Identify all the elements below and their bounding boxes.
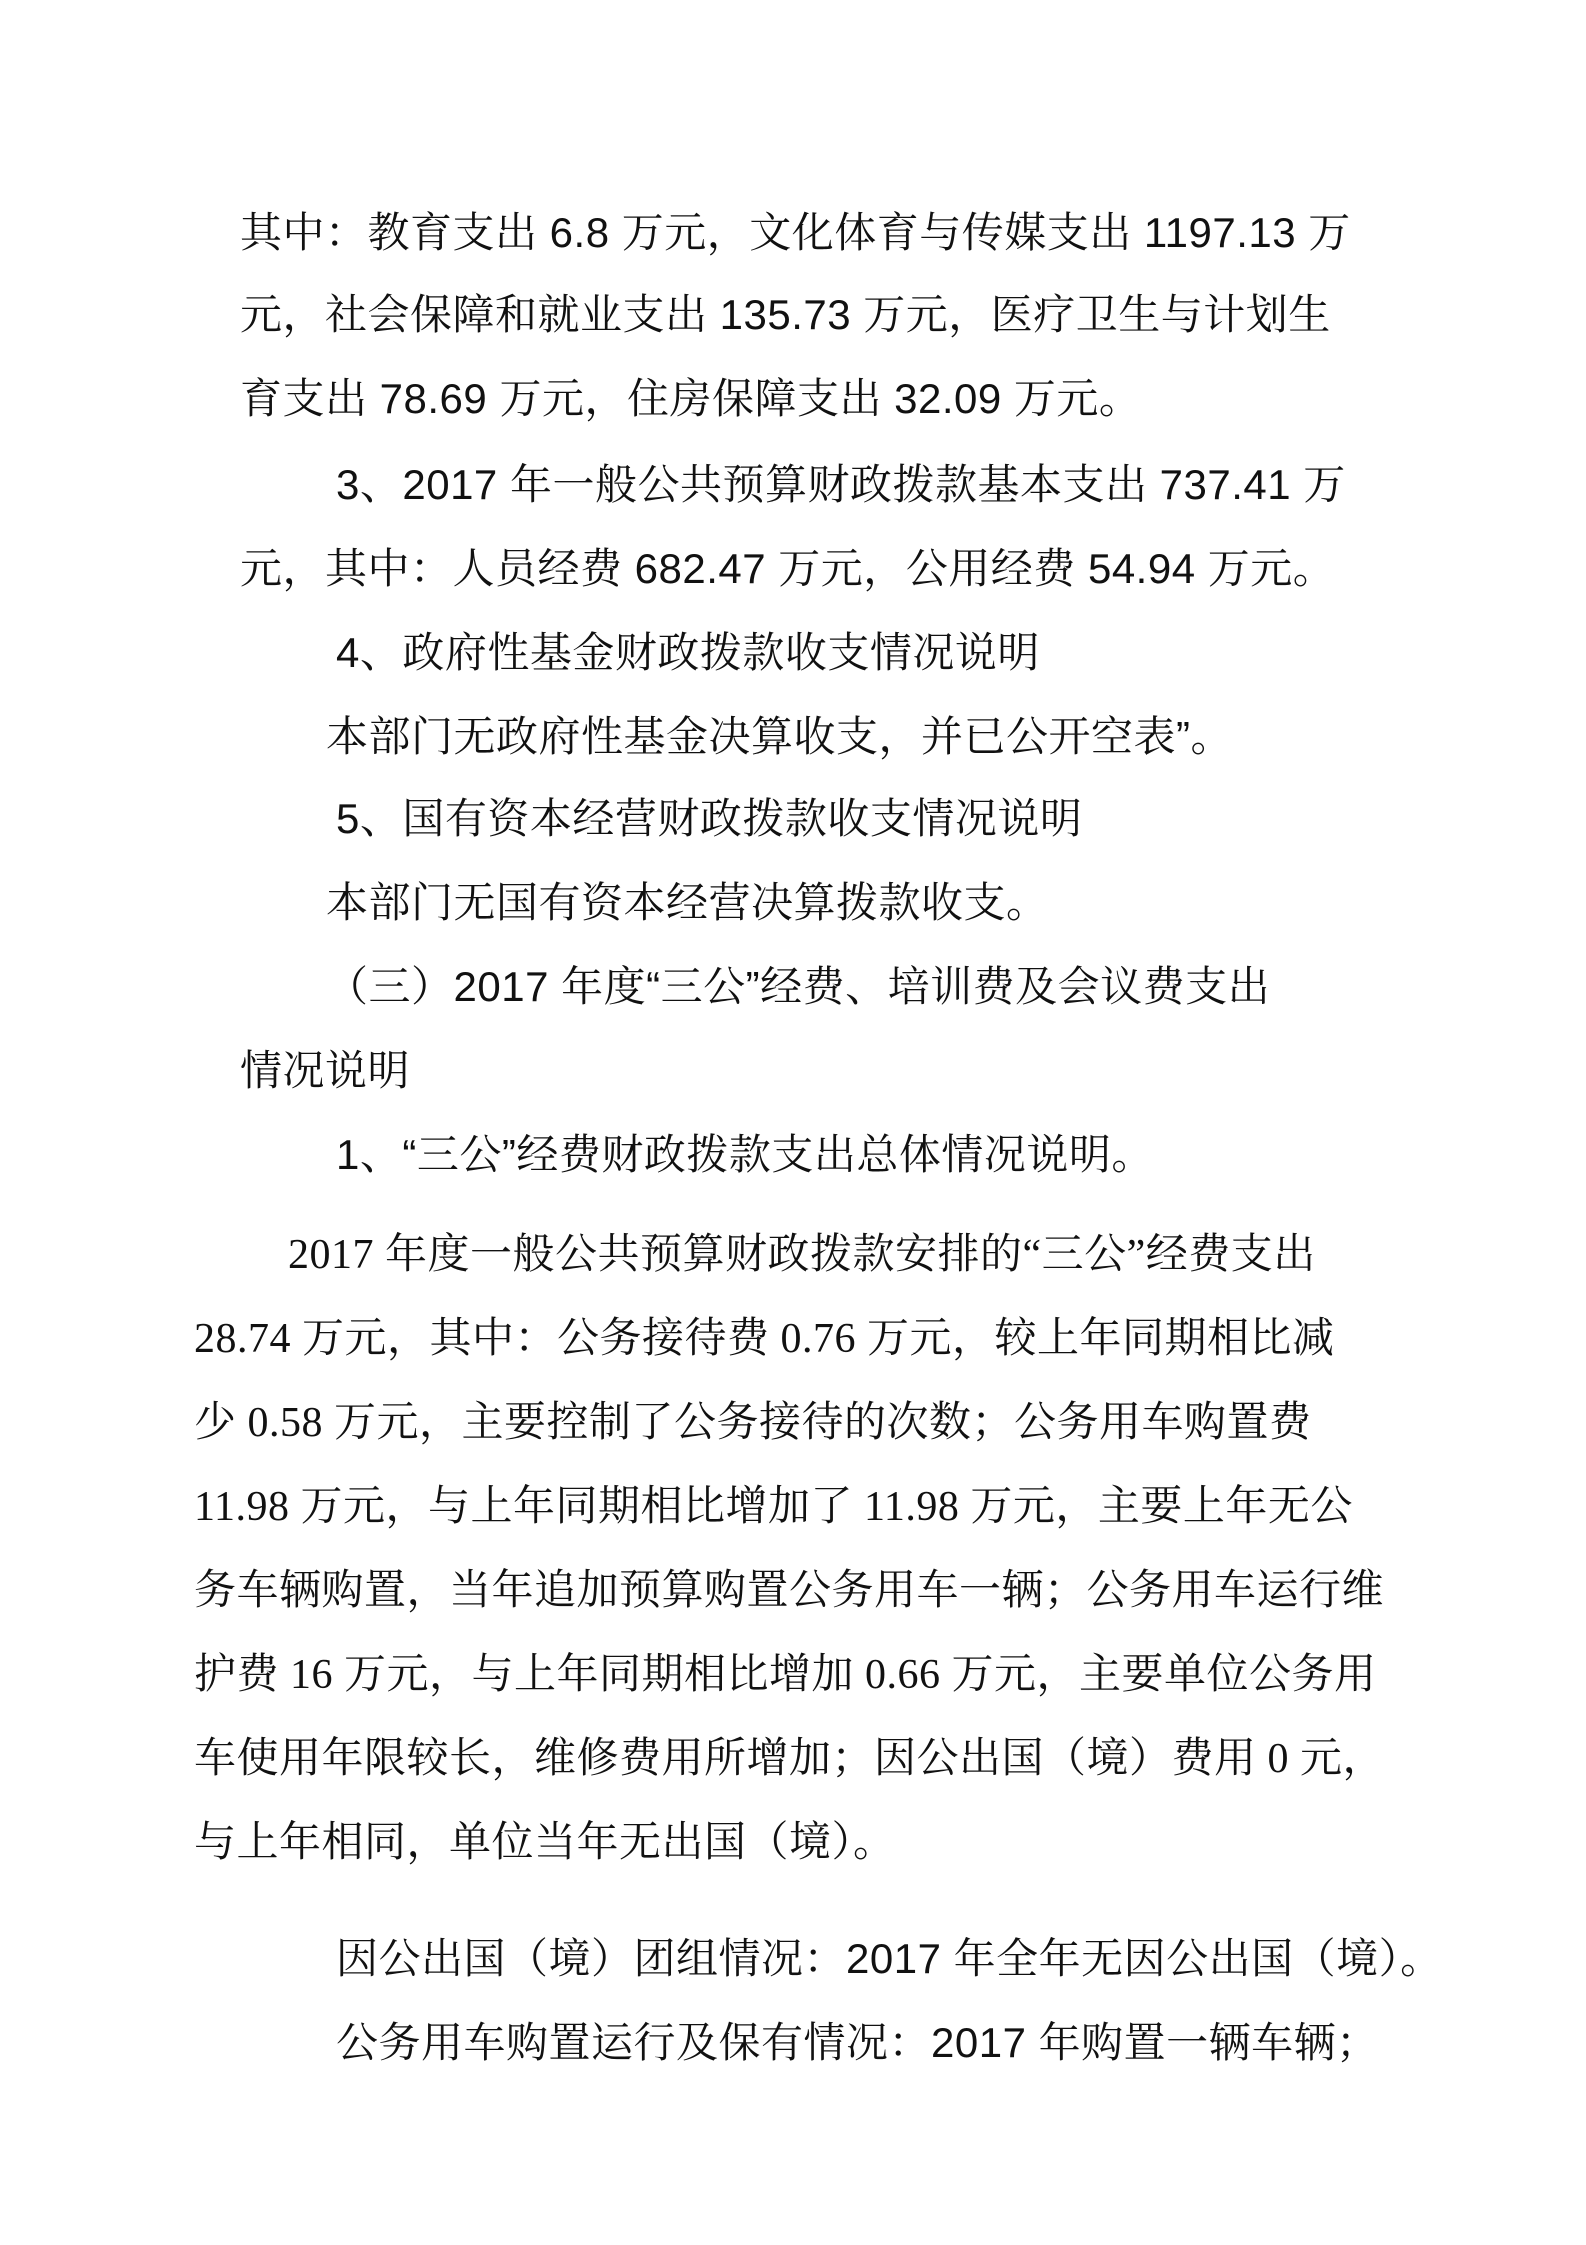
item3-line-1: 3、2017 年一般公共预算财政拨款基本支出 737.41 万 bbox=[336, 461, 1346, 508]
three-public-line-5: 务车辆购置，当年追加预算购置公务用车一辆；公务用车运行维 bbox=[194, 1568, 1385, 1614]
three-public-line-1: 2017 年度一般公共预算财政拨款安排的“三公”经费支出 bbox=[288, 1232, 1316, 1278]
vehicle-purchase-line: 公务用车购置运行及保有情况：2017 年购置一辆车辆； bbox=[336, 2019, 1379, 2066]
item3-line-2: 元，其中：人员经费 682.47 万元，公用经费 54.94 万元。 bbox=[240, 545, 1336, 592]
paragraph-expenditure-line-3: 育支出 78.69 万元，住房保障支出 32.09 万元。 bbox=[240, 375, 1142, 422]
three-public-line-7: 车使用年限较长，维修费用所增加；因公出国（境）费用 0 元， bbox=[194, 1736, 1386, 1782]
section3-heading-line-1: （三）2017 年度“三公”经费、培训费及会议费支出 bbox=[326, 963, 1271, 1010]
paragraph-expenditure-line-2: 元，社会保障和就业支出 135.73 万元，医疗卫生与计划生 bbox=[240, 291, 1331, 338]
three-public-line-3: 少 0.58 万元，主要控制了公务接待的次数；公务用车购置费 bbox=[194, 1400, 1312, 1446]
overseas-delegation-line: 因公出国（境）团组情况：2017 年全年无因公出国（境）。 bbox=[336, 1935, 1443, 1982]
item5-body: 本部门无国有资本经营决算拨款收支。 bbox=[326, 879, 1049, 926]
three-public-line-6: 护费 16 万元，与上年同期相比增加 0.66 万元，主要单位公务用 bbox=[194, 1652, 1377, 1698]
section3-heading-line-2: 情况说明 bbox=[240, 1047, 411, 1094]
item4-body: 本部门无政府性基金决算收支，并已公开空表”。 bbox=[326, 713, 1233, 760]
three-public-line-4: 11.98 万元，与上年同期相比增加了 11.98 万元，主要上年无公 bbox=[194, 1484, 1353, 1530]
item4-heading: 4、政府性基金财政拨款收支情况说明 bbox=[336, 629, 1040, 676]
three-public-line-2: 28.74 万元，其中：公务接待费 0.76 万元，较上年同期相比减 bbox=[194, 1316, 1335, 1362]
three-public-line-8: 与上年相同，单位当年无出国（境）。 bbox=[194, 1820, 896, 1866]
item5-heading: 5、国有资本经营财政拨款收支情况说明 bbox=[336, 795, 1083, 842]
section3-subheading-1: 1、“三公”经费财政拨款支出总体情况说明。 bbox=[336, 1131, 1154, 1178]
paragraph-expenditure-line-1: 其中：教育支出 6.8 万元，文化体育与传媒支出 1197.13 万 bbox=[240, 209, 1351, 256]
